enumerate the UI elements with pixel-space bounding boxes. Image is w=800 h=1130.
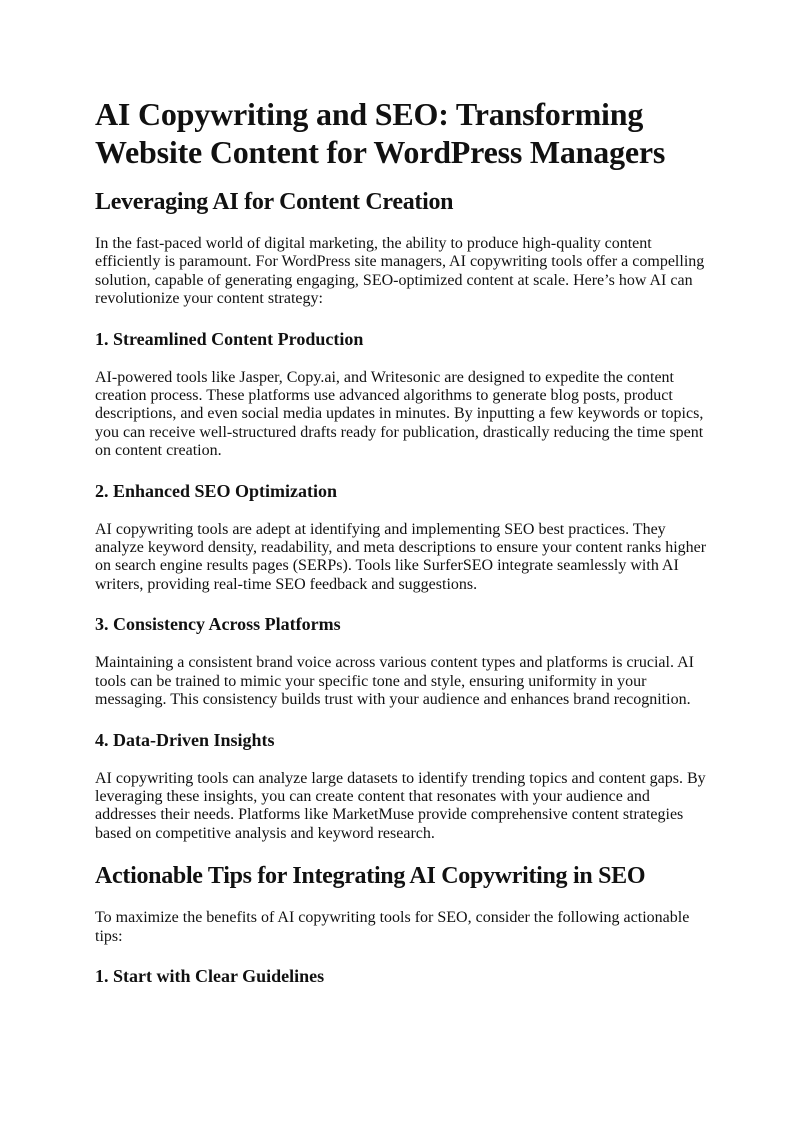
paragraph-data-driven-insights: AI copywriting tools can analyze large datasets to identify trending topics and content gaps. By leveraging these insights, you can create content that resonates with your audience and addresses their needs. Platforms like MarketMuse provide comprehensive content strategies based on competitive analysis and keyword research. bbox=[95, 769, 706, 842]
section-heading-actionable-tips: Actionable Tips for Integrating AI Copywriting in SEO bbox=[95, 863, 646, 890]
subheading-data-driven-insights: 4. Data-Driven Insights bbox=[95, 729, 275, 750]
section-intro-paragraph: In the fast-paced world of digital marketing, the ability to produce high-quality content efficiently is paramount. For WordPress site managers, AI copywriting tools offer a compelling solution, capable of generating engaging, SEO-optimized content at scale. Here’s how AI can revolutionize your content strategy: bbox=[95, 235, 705, 308]
subheading-start-with-clear-guidelines: 1. Start with Clear Guidelines bbox=[95, 965, 325, 986]
subheading-streamlined-content-production: 1. Streamlined Content Production bbox=[95, 328, 364, 349]
subheading-enhanced-seo-optimization: 2. Enhanced SEO Optimization bbox=[95, 480, 338, 501]
document-title: AI Copywriting and SEO: Transforming Website Content for WordPress Managers bbox=[95, 96, 666, 170]
paragraph-streamlined-content-production: AI-powered tools like Jasper, Copy.ai, and Writesonic are designed to expedite the content creation process. These platforms use advanced algorithms to generate blog posts, product descriptions, and even social media updates in minutes. By inputting a few keywords or topics, you can receive well-structured drafts ready for publication, drastically reducing the time spent on content creation. bbox=[95, 368, 704, 460]
document-page bbox=[95, 95, 710, 988]
subheading-consistency-across-platforms: 3. Consistency Across Platforms bbox=[95, 614, 341, 635]
section-heading-leveraging-ai: Leveraging AI for Content Creation bbox=[95, 189, 454, 215]
paragraph-enhanced-seo-optimization: AI copywriting tools are adept at identifying and implementing SEO best practices. They analyze keyword density, readability, and meta descriptions to ensure your content ranks higher on search engine results pages (SERPs). Tools like SurferSEO integrate seamlessly with AI writers, providing real-time SEO feedback and suggestions. bbox=[95, 520, 707, 593]
section-intro-paragraph-tips: To maximize the benefits of AI copywriting tools for SEO, consider the following actionable tips: bbox=[95, 909, 690, 945]
paragraph-consistency-across-platforms: Maintaining a consistent brand voice across various content types and platforms is crucial. AI tools can be trained to mimic your specific tone and style, ensuring uniformity in your messaging. This consistency builds trust with your audience and enhances brand recognition. bbox=[95, 654, 694, 709]
